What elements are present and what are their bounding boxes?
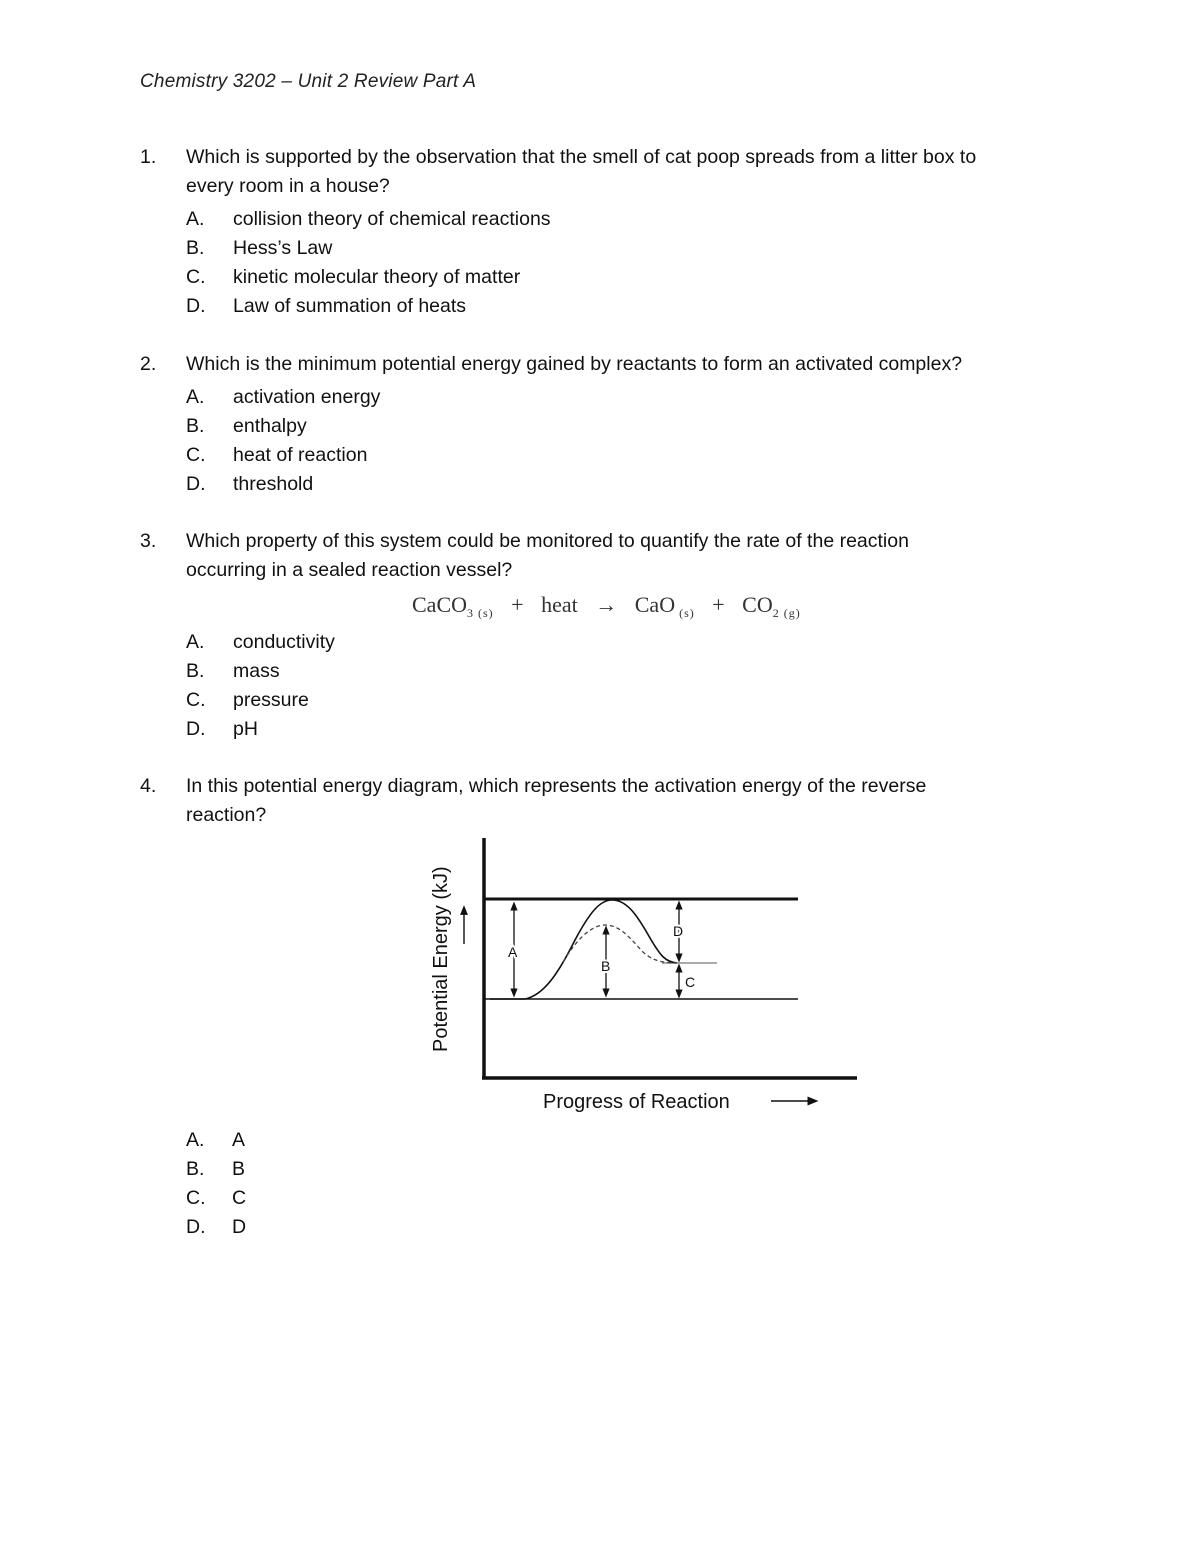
- option-letter: D.: [186, 295, 206, 317]
- option-text: conductivity: [233, 631, 335, 653]
- option-letter: C.: [186, 266, 206, 288]
- option-letter: A.: [186, 631, 205, 653]
- stem-line: In this potential energy diagram, which represents the activation energy of the reverse: [186, 775, 927, 797]
- option-d: [140, 1213, 1100, 1242]
- option-letter: C.: [186, 1187, 206, 1209]
- option-c: [140, 263, 1100, 292]
- x-axis-label: Progress of Reaction: [543, 1091, 730, 1113]
- chemical-equation: CaCO$_{3 (s)}$ + heat → CaO $_{(s)} + CO_{2 (g)}$: [412, 592, 801, 620]
- option-letter: A.: [186, 1129, 205, 1151]
- product-co2: $CO_{2 (g)}$: [742, 592, 801, 620]
- reactant-caco3: CaCO$_{3 (s)}$: [412, 592, 494, 620]
- question-stem: [140, 527, 1100, 585]
- heat-term: heat: [541, 592, 578, 617]
- stem-line: Which is supported by the observation that the smell of cat poop spreads from a litter box to: [186, 146, 977, 168]
- option-letter: D.: [186, 718, 206, 740]
- question-2: [140, 350, 1100, 499]
- option-letter: D.: [186, 1216, 206, 1238]
- option-a: [140, 628, 1100, 657]
- option-b: [140, 234, 1100, 263]
- option-text: pH: [233, 718, 258, 740]
- option-a: [140, 383, 1100, 412]
- option-letter: B.: [186, 415, 205, 437]
- product-cao: CaO $_{(s)}$: [634, 592, 695, 620]
- option-letter: A.: [186, 208, 205, 230]
- stem-line: every room in a house?: [186, 175, 390, 197]
- option-d: [140, 715, 1100, 744]
- question-number: 3.: [140, 530, 157, 552]
- question-1: [140, 143, 1100, 321]
- page-header: Chemistry 3202 – Unit 2 Review Part A: [140, 71, 477, 92]
- option-text: Hess’s Law: [233, 237, 333, 259]
- options-list: [140, 628, 1100, 744]
- question-4: [140, 772, 1100, 830]
- option-letter: C.: [186, 444, 206, 466]
- option-a: [140, 205, 1100, 234]
- label-c: C: [685, 974, 696, 990]
- option-text: threshold: [233, 473, 314, 495]
- question-number: 2.: [140, 353, 157, 375]
- question-number: 1.: [140, 146, 157, 168]
- option-c: [140, 686, 1100, 715]
- option-text: kinetic molecular theory of matter: [233, 266, 521, 288]
- label-d: D: [673, 923, 684, 939]
- option-letter: A.: [186, 386, 205, 408]
- label-a: A: [508, 944, 518, 960]
- option-d: [140, 470, 1100, 499]
- option-text: heat of reaction: [233, 444, 368, 466]
- option-letter: D.: [186, 473, 206, 495]
- options-list: [140, 1126, 1100, 1242]
- option-text: Law of summation of heats: [233, 295, 467, 317]
- option-letter: B.: [186, 237, 205, 259]
- stem-line: reaction?: [186, 804, 267, 826]
- option-letter: C.: [186, 689, 206, 711]
- question-stem: [140, 772, 1100, 830]
- option-c: [140, 1184, 1100, 1213]
- option-letter: B.: [186, 660, 205, 682]
- potential-energy-diagram: [415, 830, 875, 1125]
- options-list: [140, 383, 1100, 499]
- question-3: [140, 527, 1100, 744]
- label-b: B: [601, 958, 611, 974]
- option-letter: B.: [186, 1158, 205, 1180]
- option-b: [140, 1155, 1100, 1184]
- option-d: [140, 292, 1100, 321]
- option-text: A: [232, 1129, 246, 1151]
- stem-line: occurring in a sealed reaction vessel?: [186, 559, 513, 581]
- option-b: [140, 657, 1100, 686]
- question-number: 4.: [140, 775, 157, 797]
- option-text: collision theory of chemical reactions: [233, 208, 551, 230]
- question-stem: [140, 143, 1100, 201]
- reaction-arrow: →: [595, 592, 618, 617]
- stem-line: Which property of this system could be monitored to quantify the rate of the reaction: [186, 530, 909, 552]
- option-text: enthalpy: [233, 415, 307, 437]
- option-a: [140, 1126, 1100, 1155]
- question-stem: [140, 350, 1100, 379]
- uncatalyzed-curve: [490, 900, 677, 999]
- option-text: activation energy: [233, 386, 381, 408]
- option-text: mass: [233, 660, 280, 682]
- stem-line: Which is the minimum potential energy gained by reactants to form an activated complex?: [186, 353, 963, 375]
- option-text: C: [232, 1187, 247, 1209]
- y-axis-label: Potential Energy (kJ): [430, 866, 452, 1052]
- option-text: pressure: [233, 689, 309, 711]
- options-list: [140, 205, 1100, 321]
- option-b: [140, 412, 1100, 441]
- question-4-options: [140, 1126, 1100, 1242]
- option-text: D: [232, 1216, 247, 1238]
- option-text: B: [232, 1158, 246, 1180]
- option-c: [140, 441, 1100, 470]
